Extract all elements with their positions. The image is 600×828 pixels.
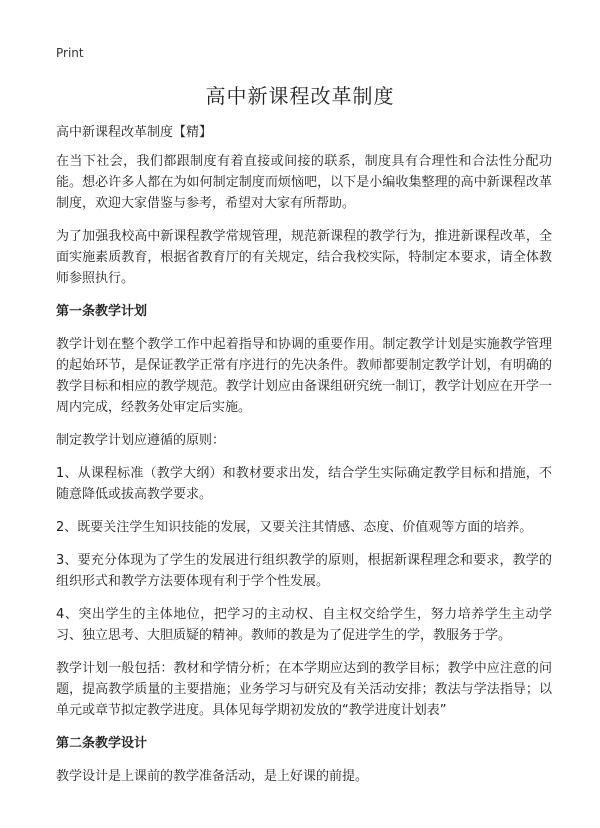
section-heading-2: 第二条教学设计 [56,736,148,751]
section-paragraph: 制定教学计划应遵循的原则： [56,433,226,448]
section-paragraph: 教学计划一般包括：教材和学情分析；在本学期应达到的教学目标；教学中应注意的问题，提高教学质量的主要措施；业务学习与研究及有关活动安排；教法与学法指导；以单元或章节拟定教学进度。具体见每学期初发放的“教学进度计划表” [56,661,552,718]
list-item: 4、突出学生的主体地位，把学习的主动权、自主权交给学生，努力培养学生主动学习、独立思考、大胆质疑的精神。教师的教是为了促进学生的学，教服务于学。 [56,607,552,643]
section-heading-1: 第一条教学计划 [56,304,148,319]
intro-paragraph: 为了加强我校高中新课程教学常规管理，规范新课程的教学行为，推进新课程改革，全面实施素质教育，根据省教育厅的有关规定，结合我校实际，特制定本要求，请全体教师参照执行。 [56,229,552,286]
list-item: 3、要充分体现为了学生的发展进行组织教学的原则，根据新课程理念和要求，教学的组织形式和教学方法要体现有利于学个性发展。 [56,553,552,589]
list-item: 2、既要关注学生知识技能的发展，又要关注其情感、态度、价值观等方面的培养。 [56,520,533,535]
section-paragraph: 教学设计是上课前的教学准备活动，是上好课的前提。 [56,769,369,784]
print-link[interactable]: Print [56,46,84,60]
document-body [56,122,552,799]
intro-paragraph: 在当下社会，我们都跟制度有着直接或间接的联系，制度具有合理性和合法性分配功能。想必许多人都在为如何制定制度而烦恼吧，以下是小编收集整理的高中新课程改革制度，欢迎大家借鉴与参考，希望对大家有所帮助。 [56,154,552,211]
document-subtitle: 高中新课程改革制度【精】 [56,125,213,140]
section-paragraph: 教学计划在整个教学工作中起着指导和协调的重要作用。制定教学计划是实施教学管理的起始环节，是保证教学正常有序进行的先决条件。教师都要制定教学计划，有明确的教学目标和相应的教学规范。教学计划应由备课组研究统一制订，教学计划应在开学一周内完成，经教务处审定后实施。 [56,337,552,415]
list-item: 1、从课程标准（教学大纲）和教材要求出发，结合学生实际确定教学目标和措施，不随意降低或拔高教学要求。 [56,466,552,502]
page-title: 高中新课程改革制度 [205,84,395,108]
